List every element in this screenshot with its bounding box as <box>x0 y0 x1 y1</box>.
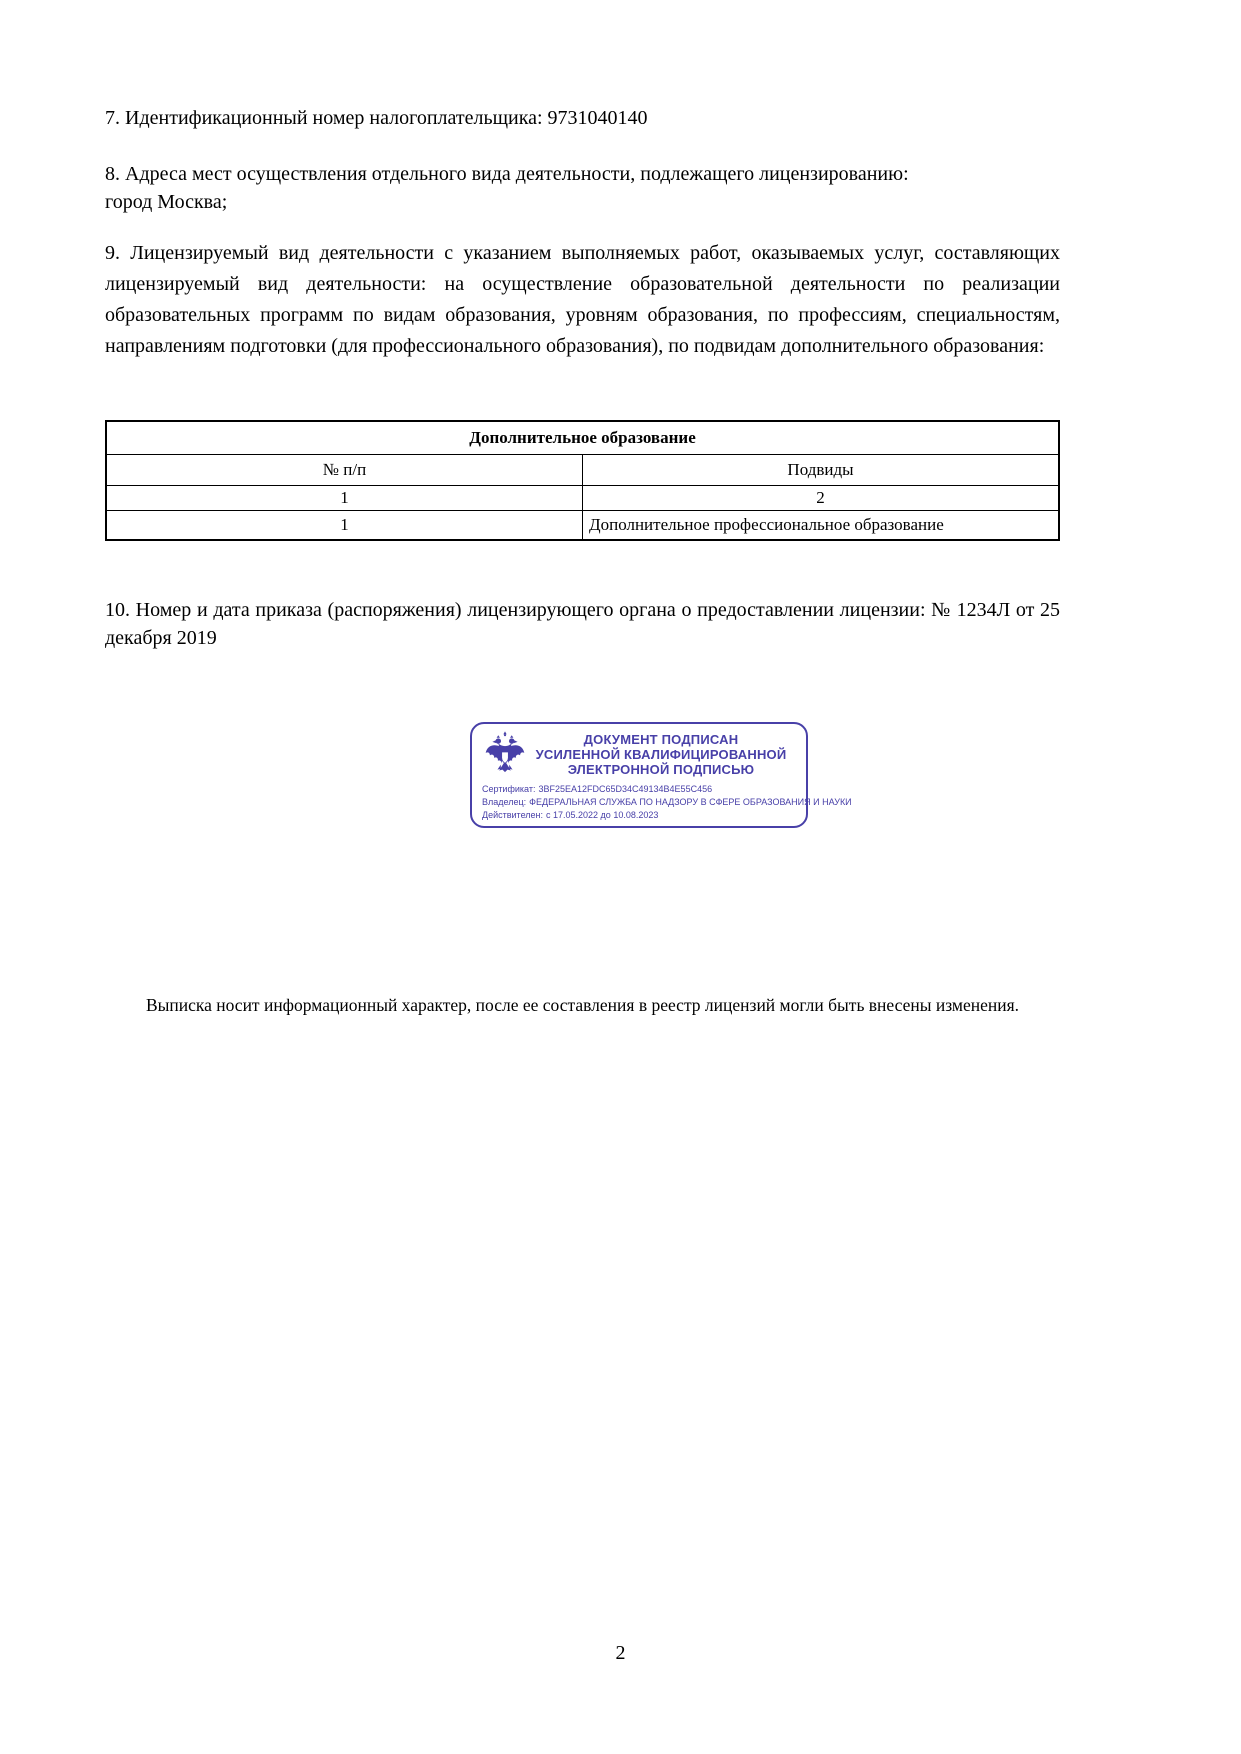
stamp-certificate-line <box>482 783 796 796</box>
row-num-cell: 1 <box>106 511 583 541</box>
stamp-title-line-2: УСИЛЕННОЙ КВАЛИФИЦИРОВАННОЙ <box>535 747 787 762</box>
column-header-num: № п/п <box>106 455 583 486</box>
table-title-row <box>106 421 1059 455</box>
table-column-number-row <box>106 486 1059 511</box>
item-9-activity: 9. Лицензируемый вид деятельности с указанием выполняемых работ, оказываемых услуг, составляющих лицензируемый вид деятельности: на осуществление образовательной деятельности по реализации образовательных программ по видам образования, уровням образования, по профессиям, специальностям, направлениям подготовки (для профессионального образования), по подвидам дополнительного образования: <box>105 242 1060 357</box>
item-8-address: город Москва; <box>105 191 228 213</box>
certificate-label: Сертификат: <box>482 784 536 794</box>
column-header-subtypes: Подвиды <box>583 455 1060 486</box>
column-number-2: 2 <box>583 486 1060 511</box>
validity-label: Действителен: <box>482 810 544 820</box>
signature-stamp <box>470 722 852 828</box>
stamp-title-line-3: ЭЛЕКТРОННОЙ ПОДПИСЬЮ <box>567 762 755 777</box>
page-number: 2 <box>615 1642 626 1664</box>
certificate-value: 3BF25EA12FDC65D34C49134B4E55C456 <box>538 784 713 794</box>
stamp-title-line-1: ДОКУМЕНТ ПОДПИСАН <box>583 732 739 747</box>
informational-note: Выписка носит информационный характер, после ее составления в реестр лицензий могли быть внесены изменения. <box>145 995 1020 1015</box>
table-row <box>106 511 1059 541</box>
item-10-order: 10. Номер и дата приказа (распоряжения) лицензирующего органа о предоставлении лицензии: № 1234Л от 25 декабря 2019 <box>105 599 1060 649</box>
owner-label: Владелец: <box>482 797 527 807</box>
stamp-validity-line <box>482 809 796 822</box>
stamp-details <box>482 783 852 822</box>
table-header-row <box>106 455 1059 486</box>
validity-value: с 17.05.2022 до 10.08.2023 <box>546 810 659 820</box>
item-7-inn: 7. Идентификационный номер налогоплательщика: 9731040140 <box>105 107 648 129</box>
table-title: Дополнительное образование <box>106 421 1059 455</box>
subtypes-table <box>105 420 1060 541</box>
stamp-owner-line <box>482 796 852 809</box>
item-8-intro: 8. Адреса мест осуществления отдельного вида деятельности, подлежащего лицензированию: <box>105 163 909 185</box>
owner-value: ФЕДЕРАЛЬНАЯ СЛУЖБА ПО НАДЗОРУ В СФЕРЕ ОБРАЗОВАНИЯ И НАУКИ <box>529 797 852 807</box>
stamp-header <box>482 731 796 778</box>
item-8-addresses <box>105 160 1060 216</box>
stamp-title <box>526 732 796 777</box>
row-subtype-cell: Дополнительное профессиональное образование <box>583 511 1060 541</box>
column-number-1: 1 <box>106 486 583 511</box>
coat-of-arms-icon <box>484 731 526 778</box>
